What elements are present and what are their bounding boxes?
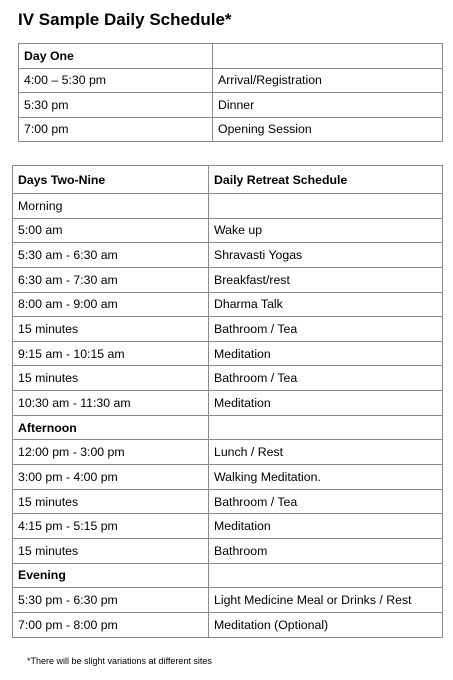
- time-cell: 15 minutes: [13, 366, 209, 391]
- time-cell: 3:00 pm - 4:00 pm: [13, 465, 209, 490]
- time-cell: 9:15 am - 10:15 am: [13, 341, 209, 366]
- table-row: [13, 292, 443, 317]
- table-row: [13, 465, 443, 490]
- table-row: [13, 218, 443, 243]
- activity-cell: Lunch / Rest: [209, 440, 443, 465]
- activity-cell: Light Medicine Meal or Drinks / Rest: [209, 588, 443, 613]
- days-two-nine-header-cell: Days Two-Nine: [13, 166, 209, 194]
- table-row: [13, 391, 443, 416]
- activity-cell: Dinner: [213, 93, 443, 118]
- table-row: [13, 563, 443, 588]
- time-cell: 15 minutes: [13, 317, 209, 342]
- day-one-header-cell-2: [213, 44, 443, 69]
- activity-cell: Shravasti Yogas: [209, 243, 443, 268]
- time-cell: 6:30 am - 7:30 am: [13, 267, 209, 292]
- activity-cell: Breakfast/rest: [209, 267, 443, 292]
- day-one-header-cell: Day One: [19, 44, 213, 69]
- table-row: [19, 68, 443, 93]
- time-cell: 10:30 am - 11:30 am: [13, 391, 209, 416]
- table-row: [13, 194, 443, 219]
- table-row: [13, 366, 443, 391]
- days-two-nine-table: [12, 165, 443, 638]
- days-two-nine-header-row: [13, 166, 443, 194]
- activity-cell: [209, 415, 443, 440]
- activity-cell: Dharma Talk: [209, 292, 443, 317]
- page-title: IV Sample Daily Schedule*: [18, 10, 232, 29]
- time-cell: 7:00 pm - 8:00 pm: [13, 612, 209, 637]
- table-row: [13, 489, 443, 514]
- time-cell: 5:30 pm: [19, 93, 213, 118]
- activity-cell: Meditation: [209, 514, 443, 539]
- activity-cell: Bathroom: [209, 538, 443, 563]
- activity-cell: Bathroom / Tea: [209, 317, 443, 342]
- table-row: [13, 588, 443, 613]
- time-cell: Evening: [13, 563, 209, 588]
- table-row: [19, 93, 443, 118]
- activity-cell: Walking Meditation.: [209, 465, 443, 490]
- time-cell: 12:00 pm - 3:00 pm: [13, 440, 209, 465]
- activity-cell: Wake up: [209, 218, 443, 243]
- time-cell: 5:30 pm - 6:30 pm: [13, 588, 209, 613]
- time-cell: 5:00 am: [13, 218, 209, 243]
- day-one-header-row: [19, 44, 443, 69]
- table-row: [13, 243, 443, 268]
- activity-cell: Bathroom / Tea: [209, 366, 443, 391]
- day-one-table: [18, 43, 443, 142]
- time-cell: 8:00 am - 9:00 am: [13, 292, 209, 317]
- table-row: [19, 117, 443, 142]
- table-row: [13, 538, 443, 563]
- activity-cell: Opening Session: [213, 117, 443, 142]
- daily-retreat-schedule-header-cell: Daily Retreat Schedule: [209, 166, 443, 194]
- activity-cell: [209, 563, 443, 588]
- table-row: [13, 317, 443, 342]
- time-cell: 15 minutes: [13, 489, 209, 514]
- time-cell: 7:00 pm: [19, 117, 213, 142]
- time-cell: Afternoon: [13, 415, 209, 440]
- activity-cell: Meditation: [209, 341, 443, 366]
- time-cell: 5:30 am - 6:30 am: [13, 243, 209, 268]
- table-row: [13, 415, 443, 440]
- time-cell: 4:00 – 5:30 pm: [19, 68, 213, 93]
- table-row: [13, 267, 443, 292]
- table-row: [13, 612, 443, 637]
- table-row: [13, 341, 443, 366]
- activity-cell: [209, 194, 443, 219]
- time-cell: 15 minutes: [13, 538, 209, 563]
- time-cell: 4:15 pm - 5:15 pm: [13, 514, 209, 539]
- table-row: [13, 514, 443, 539]
- activity-cell: Arrival/Registration: [213, 68, 443, 93]
- footnote: *There will be slight variations at different sites: [27, 656, 212, 666]
- time-cell: Morning: [13, 194, 209, 219]
- activity-cell: Bathroom / Tea: [209, 489, 443, 514]
- table-row: [13, 440, 443, 465]
- activity-cell: Meditation (Optional): [209, 612, 443, 637]
- activity-cell: Meditation: [209, 391, 443, 416]
